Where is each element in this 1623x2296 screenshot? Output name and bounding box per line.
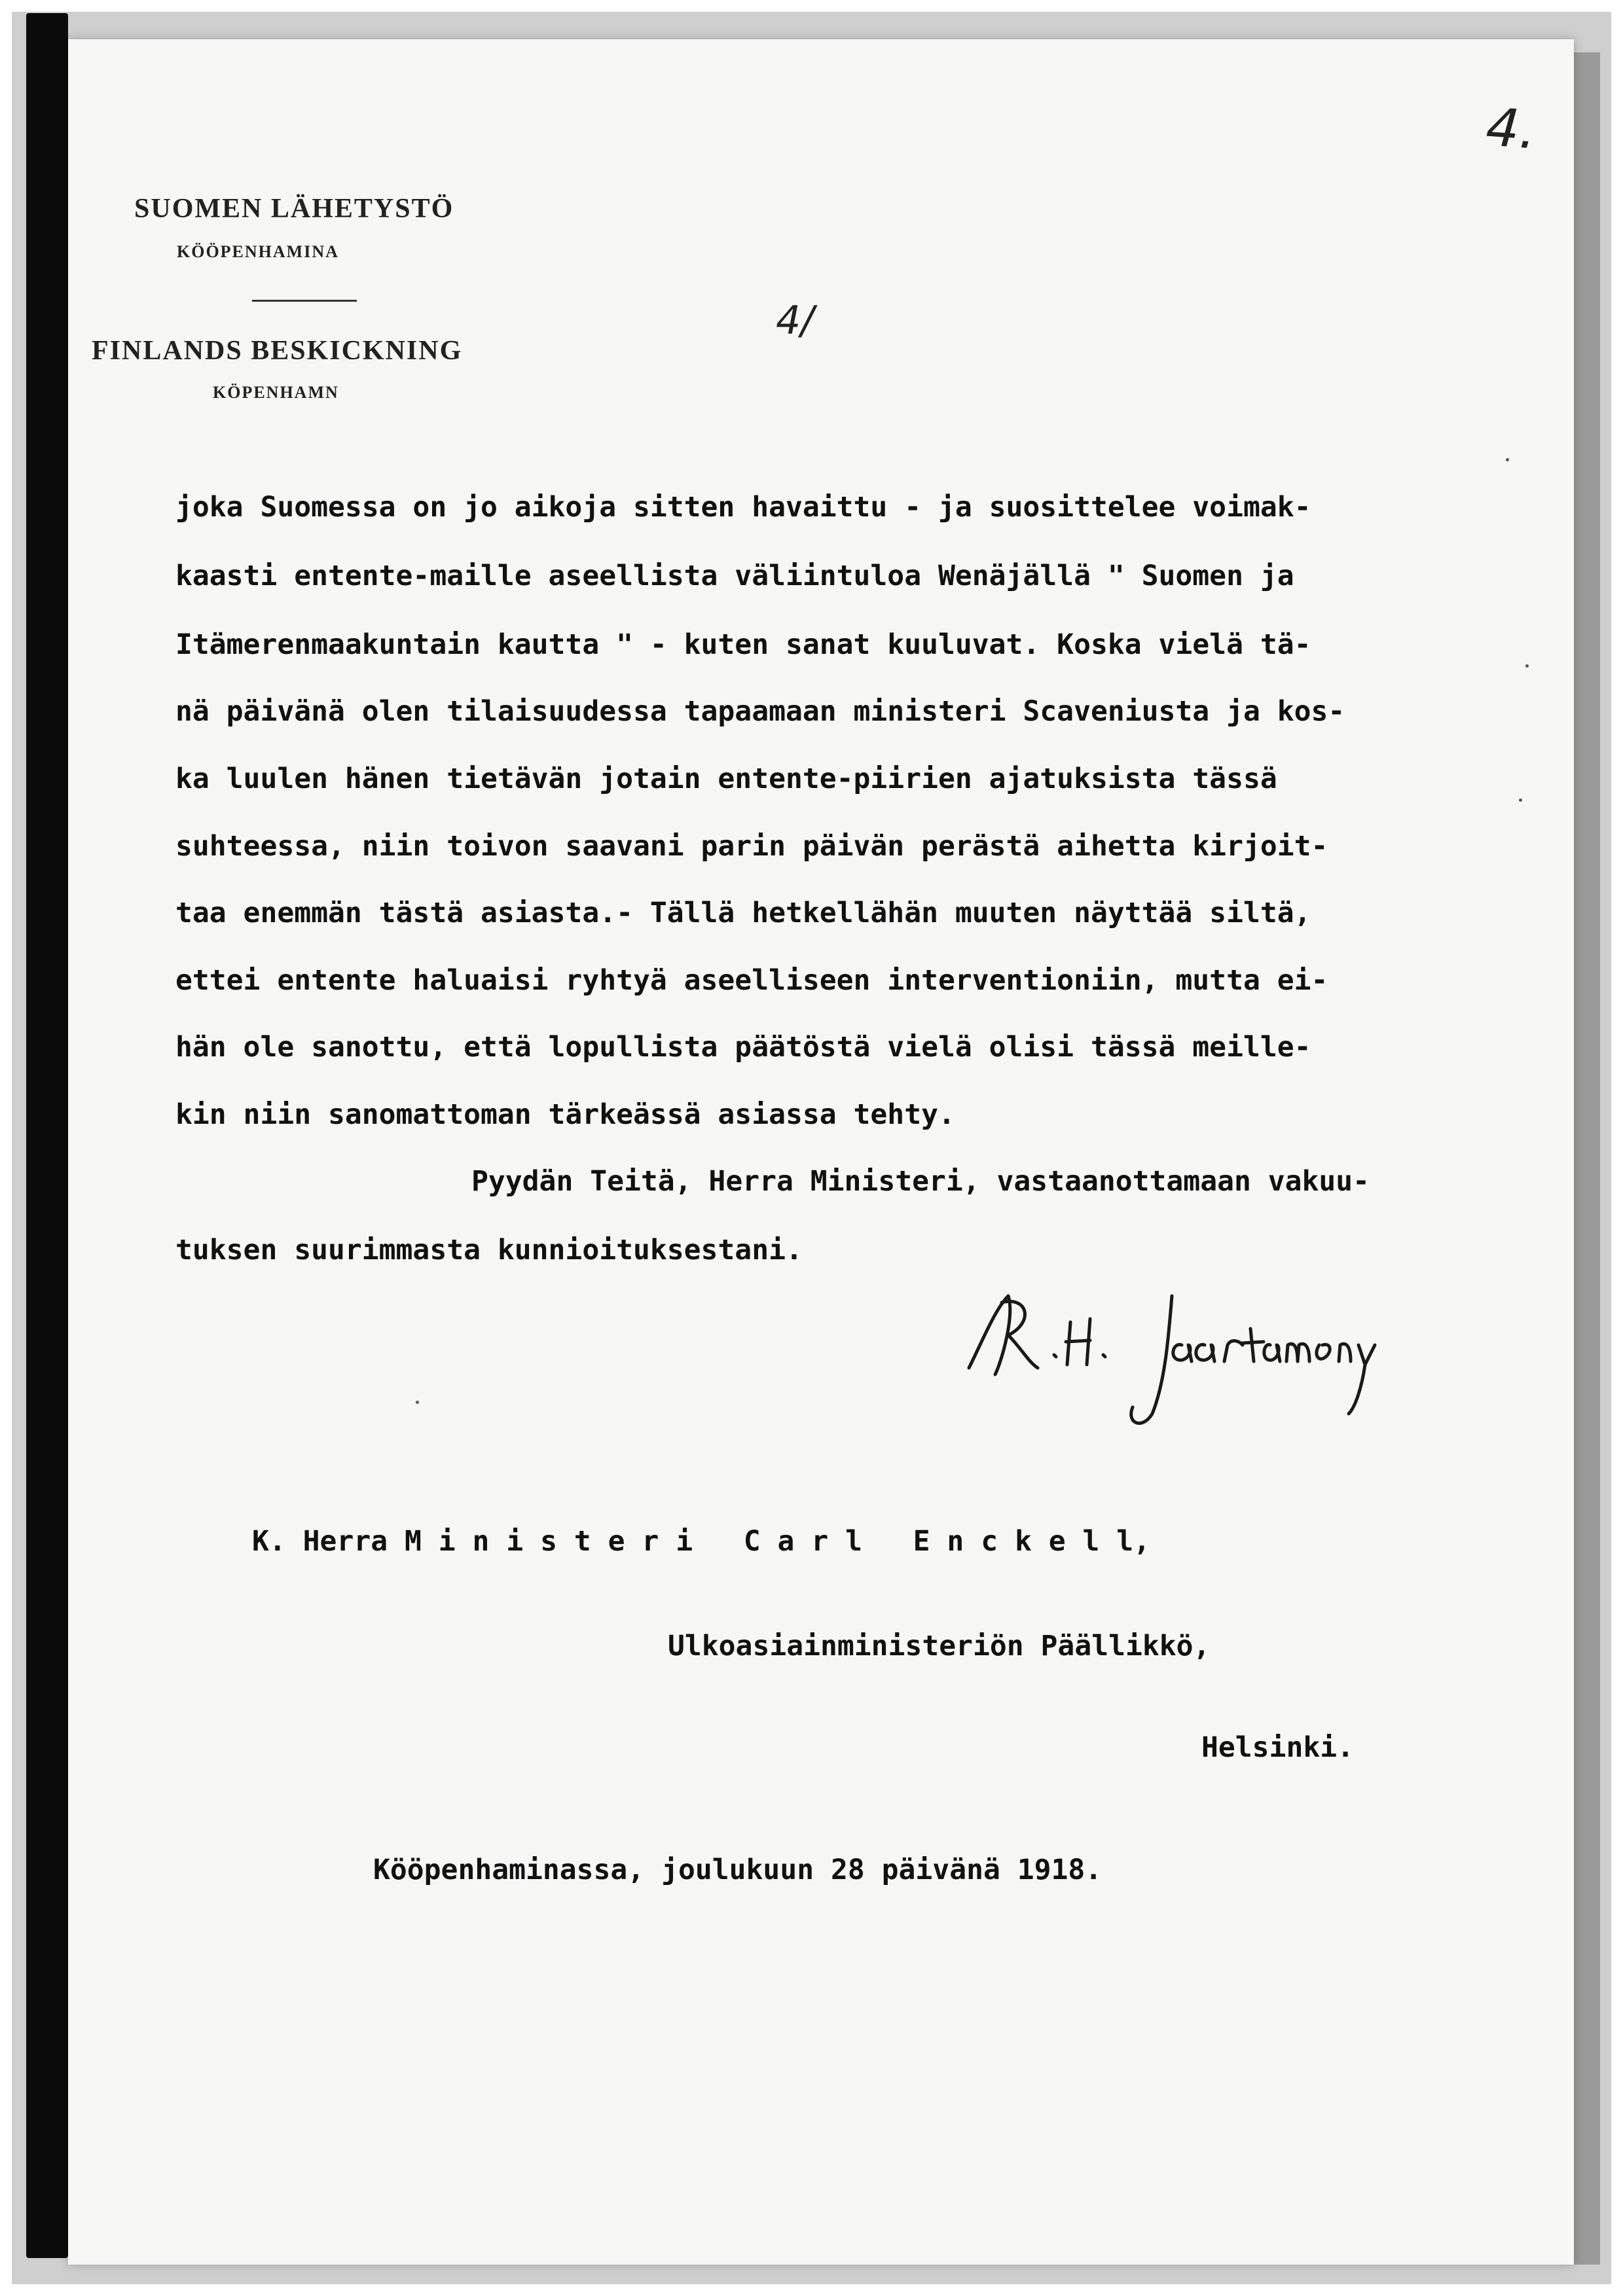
scan-speck	[416, 1401, 419, 1404]
body-line: nä päivänä olen tilaisuudessa tapaamaan ministeri Scaveniusta ja kos-	[175, 695, 1345, 728]
binder-edge	[26, 13, 68, 2258]
letterhead-line4: KÖPENHAMN	[213, 383, 339, 402]
handwritten-signature	[956, 1283, 1427, 1440]
dateline: Kööpenhaminassa, joulukuun 28 päivänä 1918.	[373, 1854, 1103, 1886]
body-line: hän ole sanottu, että lopullista päätöstä vielä olisi tässä meille-	[175, 1031, 1311, 1064]
letterhead-line2: KÖÖPENHAMINA	[177, 242, 339, 261]
body-line: ettei entente haluaisi ryhtyä aseelliseen interventioniin, mutta ei-	[175, 964, 1328, 997]
letterhead-divider	[252, 300, 357, 302]
body-line: suhteessa, niin toivon saavani parin päivän perästä aihetta kirjoit-	[175, 830, 1328, 863]
body-line: taa enemmän tästä asiasta.- Tällä hetkellähän muuten näyttää siltä,	[175, 897, 1311, 929]
letterhead-line3: FINLANDS BESKICKNING	[92, 336, 463, 366]
letterhead-line1: SUOMEN LÄHETYSTÖ	[134, 194, 454, 224]
body-line: kin niin sanomattoman tärkeässä asiassa tehty.	[175, 1098, 955, 1131]
body-line: ka luulen hänen tietävän jotain entente-piirien ajatuksista tässä	[175, 762, 1277, 795]
closing-line: tuksen suurimmasta kunnioituksestani.	[175, 1234, 803, 1266]
paper-shadow-edge	[1574, 52, 1600, 2265]
closing-line: Pyydän Teitä, Herra Ministeri, vastaanottamaan vakuu-	[471, 1165, 1370, 1198]
body-line: kaasti entente-maille aseellista väliintuloa Wenäjällä " Suomen ja	[175, 560, 1294, 592]
addressee-line2: Ulkoasiainministeriön Päällikkö,	[668, 1630, 1211, 1662]
body-line: Itämerenmaakuntain kautta " - kuten sanat kuuluvat. Koska vielä tä-	[175, 628, 1311, 661]
handwritten-reference-mark: 4/	[776, 298, 814, 344]
body-line: joka Suomessa on jo aikoja sitten havaittu - ja suosittelee voimak-	[175, 491, 1311, 524]
addressee-line1: K. Herra M i n i s t e r i C a r l E n c k e l l,	[252, 1525, 1151, 1558]
letter-page	[68, 39, 1574, 2265]
scan-speck	[1506, 458, 1509, 461]
scan-speck	[1519, 798, 1522, 802]
scan-speck	[1525, 664, 1529, 668]
addressee-line3: Helsinki.	[1201, 1731, 1354, 1764]
handwritten-page-number: 4.	[1484, 96, 1539, 161]
